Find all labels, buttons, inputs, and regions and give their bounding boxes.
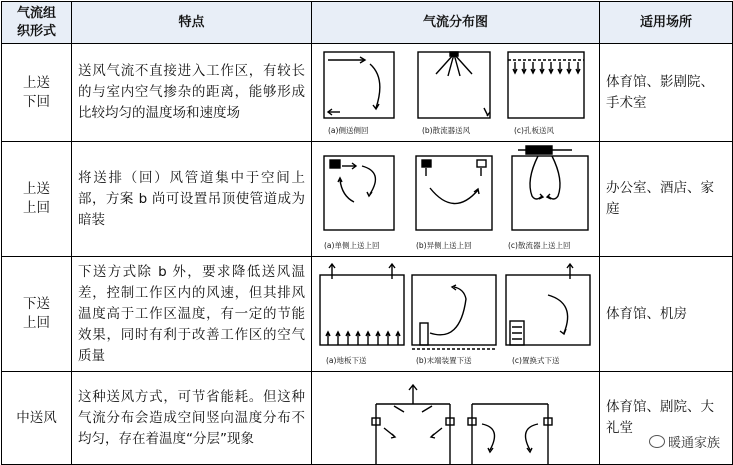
diagram-cell	[312, 372, 600, 465]
watermark-text: 暖通家族	[667, 436, 720, 451]
feature-cell: 送风气流不直接进入工作区，有较长的与室内空气掺杂的距离，能够形成比较均匀的温度场和速度场	[72, 44, 312, 142]
feature-cell: 下送方式除 b 外，要求降低送风温差，控制工作区内的风速，但其排风温度高于工作区温度，有一定的节能效果，同时有利于改善工作区的空气质量	[72, 257, 312, 372]
table-row	[2, 257, 733, 372]
diagram-mid-supply-b	[468, 404, 552, 464]
diagram-caption: (a)单侧上送上回	[324, 241, 380, 250]
captions-row-3	[326, 355, 560, 365]
diagram-row-2	[312, 142, 599, 256]
diagram-caption: (b)异侧上送上回	[416, 241, 472, 250]
diagram-cell	[312, 257, 600, 372]
table-row	[2, 142, 733, 257]
diagram-perforated-plate-supply	[508, 52, 584, 118]
diagram-row-1	[312, 44, 599, 141]
form-cell: 中送风	[2, 372, 72, 465]
diagram-single-side-top-supply	[324, 156, 394, 230]
venue-cell: 办公室、酒店、家庭	[600, 142, 733, 257]
diagram-caption: (c)散流器上送上回	[508, 241, 571, 250]
diagram-diffuser-top-supply	[512, 146, 588, 230]
diagram-caption: (c)孔板送风	[514, 126, 554, 135]
venue-cell: 体育馆、影剧院、手术室	[600, 44, 733, 142]
header-venue: 适用场所	[600, 2, 733, 44]
captions-row-2	[324, 240, 570, 250]
feature-cell: 这种送风方式，可节省能耗。但这种气流分布会造成空间竖向温度分布不均匀，存在着温度“分层”现象	[72, 372, 312, 465]
form-cell: 下送上回	[2, 257, 72, 372]
diagram-caption: (b)散流器送风	[422, 126, 471, 135]
diagram-diffuser-supply	[418, 52, 490, 118]
diagram-floor-supply	[320, 264, 404, 345]
header-row	[2, 2, 733, 44]
header-diagram: 气流分布图	[312, 2, 600, 44]
venue-cell: 体育馆、剧院、大礼堂	[600, 372, 733, 465]
diagram-caption: (a)侧送侧回	[328, 126, 369, 135]
diagram-caption: (a)地板下送	[326, 356, 367, 365]
venue-cell: 体育馆、机房	[600, 257, 733, 372]
diagram-side-supply-side-return	[324, 52, 394, 118]
table-row	[2, 372, 733, 465]
table-row	[2, 44, 733, 142]
diagram-caption: (c)置换式下送	[512, 356, 560, 365]
watermark	[646, 431, 723, 452]
diagram-cell	[312, 142, 600, 257]
header-form: 气流组织形式	[2, 2, 72, 44]
diagram-cell	[312, 44, 600, 142]
airflow-table	[1, 1, 733, 465]
diagram-terminal-unit-supply	[412, 275, 496, 349]
header-feature: 特点	[72, 2, 312, 44]
diagram-caption: (b)末端装置下送	[416, 356, 472, 365]
form-cell: 上送下回	[2, 44, 72, 142]
wechat-icon	[649, 435, 665, 448]
diagram-displacement-supply	[506, 264, 590, 345]
diagram-opposite-side-top-supply	[416, 156, 492, 230]
diagram-row-4	[312, 372, 599, 464]
captions-row-1	[328, 125, 554, 135]
feature-cell: 将送排（回）风管道集中于空间上部，方案 b 尚可设置吊顶使管道成为暗装	[72, 142, 312, 257]
diagram-mid-supply-a	[372, 385, 454, 464]
diagram-row-3	[312, 257, 599, 371]
form-cell: 上送上回	[2, 142, 72, 257]
